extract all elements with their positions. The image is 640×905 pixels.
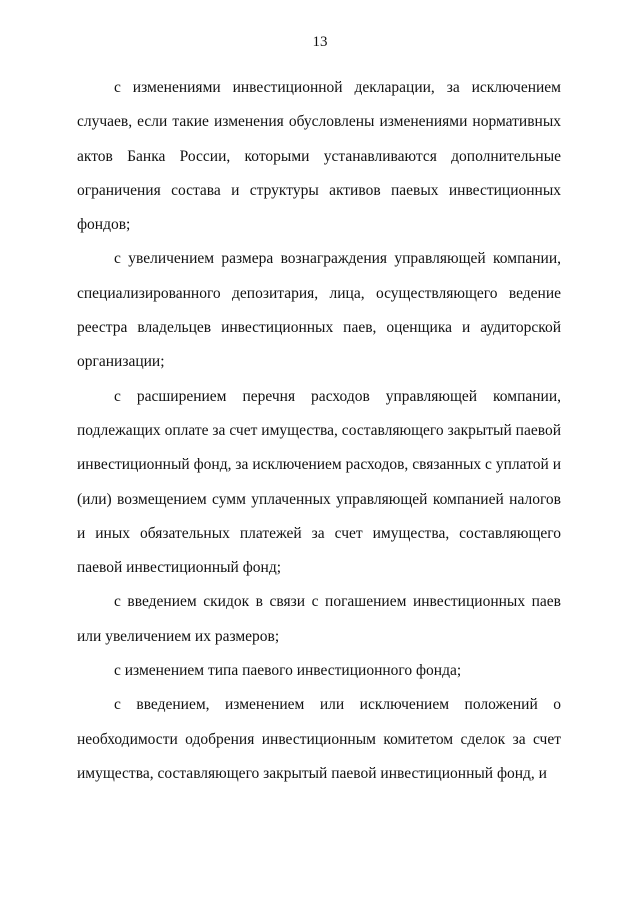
page-number: 13 — [312, 34, 328, 50]
paragraph-investment-committee: с введением, изменением или исключением положений о необходимости одобрения инвестиционным комитетом сделок за счет имущества, составляющего закрытый паевой инвестиционный фонд, и — [77, 696, 561, 782]
paragraph-fund-type-change: с изменением типа паевого инвестиционного фонда; — [114, 662, 462, 680]
paragraph-investment-declaration: с изменениями инвестиционной декларации, за исключением случаев, если такие изменения обусловлены изменениями нормативных актов Банка России, которыми устанавливаются дополнительные ограничения состава и структуры активов паевых инвестиционных фондов; — [77, 79, 561, 234]
document-body — [77, 71, 561, 791]
paragraph-discounts: с введением скидок в связи с погашением инвестиционных паев или увеличением их размеров; — [77, 593, 561, 645]
paragraph-remuneration-increase: с увеличением размера вознаграждения управляющей компании, специализированного депозитария, лица, осуществляющего ведение реестра владельцев инвестиционных паев, оценщика и аудиторской организации; — [77, 250, 561, 371]
paragraph-expenses-expansion: с расширением перечня расходов управляющей компании, подлежащих оплате за счет имущества, составляющего закрытый паевой инвестиционный фонд, за исключением расходов, связанных с уплатой и (или) возмещением сумм уплаченных управляющей компанией налогов и иных обязательных платежей за счет имущества, составляющего паевой инвестиционный фонд; — [77, 387, 561, 577]
